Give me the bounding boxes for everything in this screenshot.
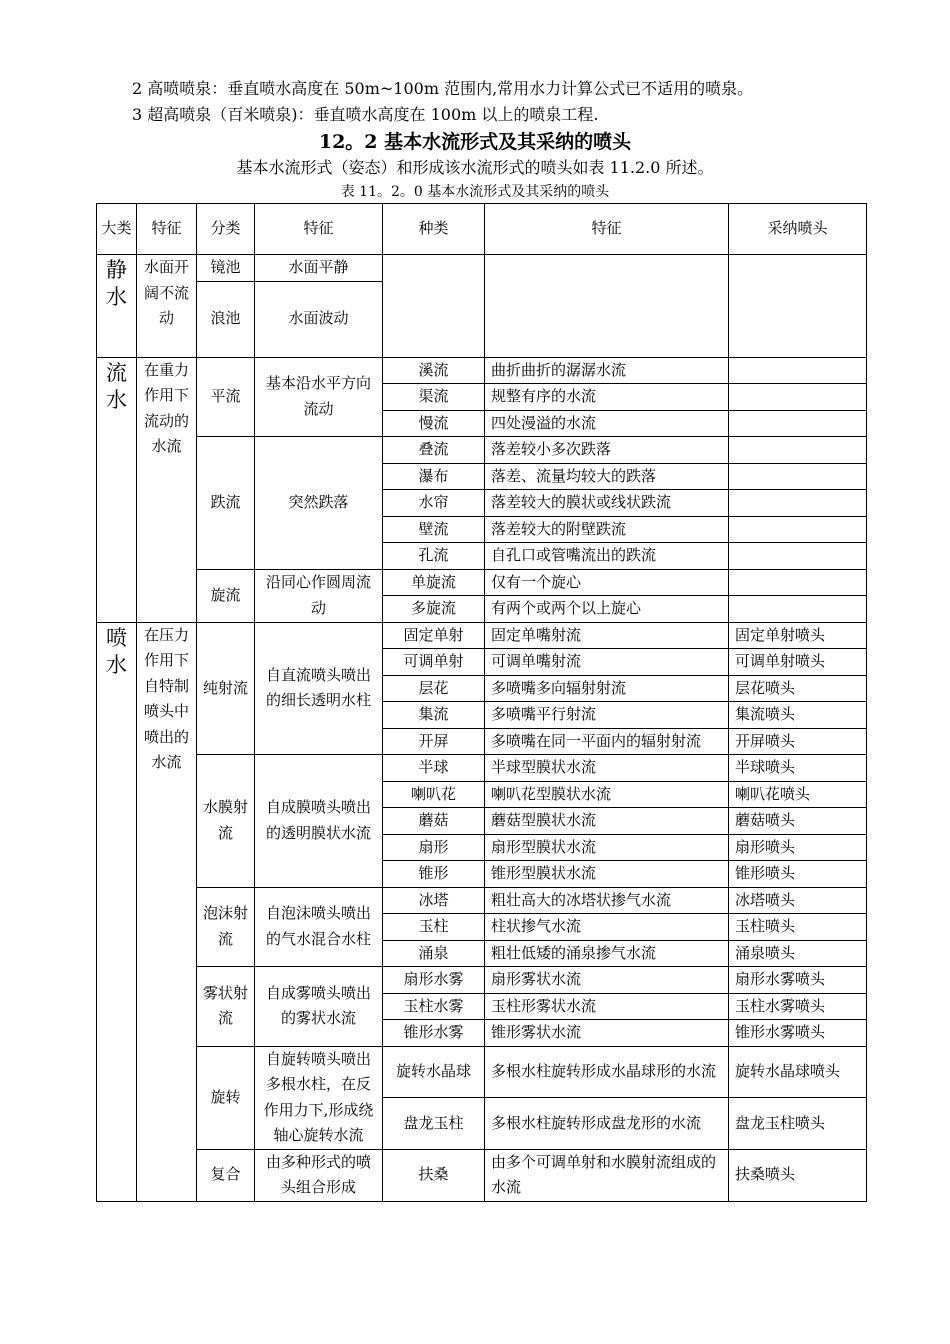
type-feature-cell: 曲折曲折的潺潺水流 <box>485 357 729 384</box>
class-cell: 旋转 <box>197 1046 255 1149</box>
intro-sentence: 基本水流形式（姿态）和形成该水流形式的喷头如表 11.2.0 所述。 <box>236 158 714 177</box>
type-cell: 冰塔 <box>383 887 485 914</box>
table-body <box>97 204 867 1202</box>
nozzle-cell: 可调单射喷头 <box>729 649 867 676</box>
class-cell: 水膜射流 <box>197 755 255 888</box>
water-flow-table <box>96 203 867 1202</box>
type-feature-cell: 落差较小多次跌落 <box>485 437 729 464</box>
header-type-feature: 特征 <box>485 204 729 255</box>
nozzle-cell <box>729 437 867 464</box>
type-feature-cell: 可调单嘴射流 <box>485 649 729 676</box>
class-feature-cell: 水面平静 <box>255 255 383 282</box>
type-cell: 锥形水雾 <box>383 1020 485 1047</box>
type-feature-cell: 多根水柱旋转形成盘龙形的水流 <box>485 1098 729 1150</box>
nozzle-cell: 玉柱水雾喷头 <box>729 993 867 1020</box>
type-feature-cell: 喇叭花型膜状水流 <box>485 781 729 808</box>
header-class-feature: 特征 <box>255 204 383 255</box>
class-cell: 镜池 <box>197 255 255 282</box>
type-feature-cell: 固定单嘴射流 <box>485 622 729 649</box>
nozzle-cell: 旋转水晶球喷头 <box>729 1046 867 1098</box>
nozzle-cell: 锥形水雾喷头 <box>729 1020 867 1047</box>
type-feature-cell: 多喷嘴在同一平面内的辐射射流 <box>485 728 729 755</box>
type-cell: 单旋流 <box>383 569 485 596</box>
nozzle-cell <box>729 463 867 490</box>
class-feature-cell: 基本沿水平方向流动 <box>255 357 383 437</box>
category-feature-cell: 在压力作用下自特制喷头中喷出的水流 <box>137 622 197 1201</box>
category-feature-cell: 在重力作用下流动的水流 <box>137 357 197 622</box>
class-feature-cell: 自成膜喷头喷出的透明膜状水流 <box>255 755 383 888</box>
type-cell: 扇形 <box>383 834 485 861</box>
type-feature-cell: 落差较大的膜状或线状跌流 <box>485 490 729 517</box>
table-row <box>97 755 867 782</box>
type-feature-cell: 规整有序的水流 <box>485 384 729 411</box>
table-row <box>97 255 867 282</box>
nozzle-cell <box>729 384 867 411</box>
class-cell: 雾状射流 <box>197 967 255 1047</box>
type-feature-cell <box>485 255 729 358</box>
type-cell: 多旋流 <box>383 596 485 623</box>
type-cell: 扇形水雾 <box>383 967 485 994</box>
nozzle-cell <box>729 516 867 543</box>
category-cell: 喷水 <box>97 622 137 1201</box>
type-cell: 开屏 <box>383 728 485 755</box>
type-cell <box>383 255 485 358</box>
class-cell: 泡沫射流 <box>197 887 255 967</box>
class-cell: 纯射流 <box>197 622 255 755</box>
class-feature-cell: 水面波动 <box>255 281 383 357</box>
type-cell: 叠流 <box>383 437 485 464</box>
class-cell: 跌流 <box>197 437 255 570</box>
type-feature-cell: 落差较大的附壁跌流 <box>485 516 729 543</box>
table-row <box>97 1046 867 1098</box>
nozzle-cell: 扇形水雾喷头 <box>729 967 867 994</box>
nozzle-cell: 层花喷头 <box>729 675 867 702</box>
nozzle-cell <box>729 410 867 437</box>
nozzle-cell <box>729 490 867 517</box>
nozzle-cell: 冰塔喷头 <box>729 887 867 914</box>
nozzle-cell <box>729 543 867 570</box>
nozzle-cell <box>729 255 867 358</box>
type-feature-cell: 仅有一个旋心 <box>485 569 729 596</box>
category-cell: 静水 <box>97 255 137 358</box>
table-row <box>97 569 867 596</box>
class-feature-cell: 突然跌落 <box>255 437 383 570</box>
class-cell: 平流 <box>197 357 255 437</box>
table-row <box>97 967 867 994</box>
type-feature-cell: 粗壮低矮的涌泉掺气水流 <box>485 940 729 967</box>
type-cell: 瀑布 <box>383 463 485 490</box>
class-feature-cell: 自泡沫喷头喷出的气水混合水柱 <box>255 887 383 967</box>
type-feature-cell: 玉柱形雾状水流 <box>485 993 729 1020</box>
type-cell: 涌泉 <box>383 940 485 967</box>
class-cell: 旋流 <box>197 569 255 622</box>
type-feature-cell: 多喷嘴平行射流 <box>485 702 729 729</box>
nozzle-cell: 玉柱喷头 <box>729 914 867 941</box>
type-feature-cell: 扇形型膜状水流 <box>485 834 729 861</box>
header-nozzle: 采纳喷头 <box>729 204 867 255</box>
class-feature-cell: 自旋转喷头喷出多根水柱，在反作用力下,形成绕轴心旋转水流 <box>255 1046 383 1149</box>
category-feature-cell: 水面开阔不流动 <box>137 255 197 358</box>
table-caption: 表 11。2。0 基本水流形式及其采纳的喷头 <box>340 184 610 200</box>
table-row <box>97 437 867 464</box>
nozzle-cell: 扶桑喷头 <box>729 1149 867 1201</box>
category-cell: 流水 <box>97 357 137 622</box>
type-cell: 集流 <box>383 702 485 729</box>
type-feature-cell: 自孔口或管嘴流出的跌流 <box>485 543 729 570</box>
type-feature-cell: 粗壮高大的冰塔状掺气水流 <box>485 887 729 914</box>
class-cell: 复合 <box>197 1149 255 1201</box>
table-row <box>97 622 867 649</box>
type-feature-cell: 四处漫溢的水流 <box>485 410 729 437</box>
intro-line-super-high-fountain: 3 超高喷泉（百米喷泉)：垂直喷水高度在 100m 以上的喷泉工程. <box>132 105 599 124</box>
type-feature-cell: 半球型膜状水流 <box>485 755 729 782</box>
type-feature-cell: 锥形雾状水流 <box>485 1020 729 1047</box>
type-feature-cell: 由多个可调单射和水膜射流组成的水流 <box>485 1149 729 1201</box>
class-feature-cell: 由多种形式的喷头组合形成 <box>255 1149 383 1201</box>
type-feature-cell: 柱状掺气水流 <box>485 914 729 941</box>
class-feature-cell: 沿同心作圆周流动 <box>255 569 383 622</box>
type-feature-cell: 有两个或两个以上旋心 <box>485 596 729 623</box>
header-type: 种类 <box>383 204 485 255</box>
nozzle-cell: 固定单射喷头 <box>729 622 867 649</box>
nozzle-cell: 半球喷头 <box>729 755 867 782</box>
table-row <box>97 357 867 384</box>
type-cell: 扶桑 <box>383 1149 485 1201</box>
nozzle-cell: 集流喷头 <box>729 702 867 729</box>
table-header-row <box>97 204 867 255</box>
type-cell: 溪流 <box>383 357 485 384</box>
type-feature-cell: 落差、流量均较大的跌落 <box>485 463 729 490</box>
nozzle-cell: 蘑菇喷头 <box>729 808 867 835</box>
type-cell: 半球 <box>383 755 485 782</box>
type-cell: 孔流 <box>383 543 485 570</box>
nozzle-cell <box>729 569 867 596</box>
header-category-feature: 特征 <box>137 204 197 255</box>
header-class: 分类 <box>197 204 255 255</box>
class-feature-cell: 自直流喷头喷出的细长透明水柱 <box>255 622 383 755</box>
type-cell: 可调单射 <box>383 649 485 676</box>
type-cell: 喇叭花 <box>383 781 485 808</box>
table-row <box>97 1149 867 1201</box>
type-cell: 盘龙玉柱 <box>383 1098 485 1150</box>
nozzle-cell: 盘龙玉柱喷头 <box>729 1098 867 1150</box>
type-cell: 玉柱水雾 <box>383 993 485 1020</box>
type-feature-cell: 多喷嘴多向辐射射流 <box>485 675 729 702</box>
nozzle-cell: 扇形喷头 <box>729 834 867 861</box>
nozzle-cell: 开屏喷头 <box>729 728 867 755</box>
nozzle-cell: 涌泉喷头 <box>729 940 867 967</box>
type-cell: 蘑菇 <box>383 808 485 835</box>
type-cell: 锥形 <box>383 861 485 888</box>
section-heading: 12。2 基本水流形式及其采纳的喷头 <box>318 131 632 153</box>
type-cell: 旋转水晶球 <box>383 1046 485 1098</box>
intro-line-high-fountain: 2 高喷喷泉：垂直喷水高度在 50m~100m 范围内,常用水力计算公式已不适用的喷泉。 <box>132 79 754 98</box>
type-cell: 层花 <box>383 675 485 702</box>
class-cell: 浪池 <box>197 281 255 357</box>
table-row <box>97 887 867 914</box>
nozzle-cell: 锥形喷头 <box>729 861 867 888</box>
type-cell: 玉柱 <box>383 914 485 941</box>
nozzle-cell: 喇叭花喷头 <box>729 781 867 808</box>
type-cell: 壁流 <box>383 516 485 543</box>
type-cell: 水帘 <box>383 490 485 517</box>
type-feature-cell: 扇形雾状水流 <box>485 967 729 994</box>
type-feature-cell: 锥形型膜状水流 <box>485 861 729 888</box>
type-cell: 慢流 <box>383 410 485 437</box>
type-feature-cell: 多根水柱旋转形成水晶球形的水流 <box>485 1046 729 1098</box>
header-category: 大类 <box>97 204 137 255</box>
nozzle-cell <box>729 357 867 384</box>
class-feature-cell: 自成雾喷头喷出的雾状水流 <box>255 967 383 1047</box>
type-feature-cell: 蘑菇型膜状水流 <box>485 808 729 835</box>
type-cell: 渠流 <box>383 384 485 411</box>
type-cell: 固定单射 <box>383 622 485 649</box>
nozzle-cell <box>729 596 867 623</box>
